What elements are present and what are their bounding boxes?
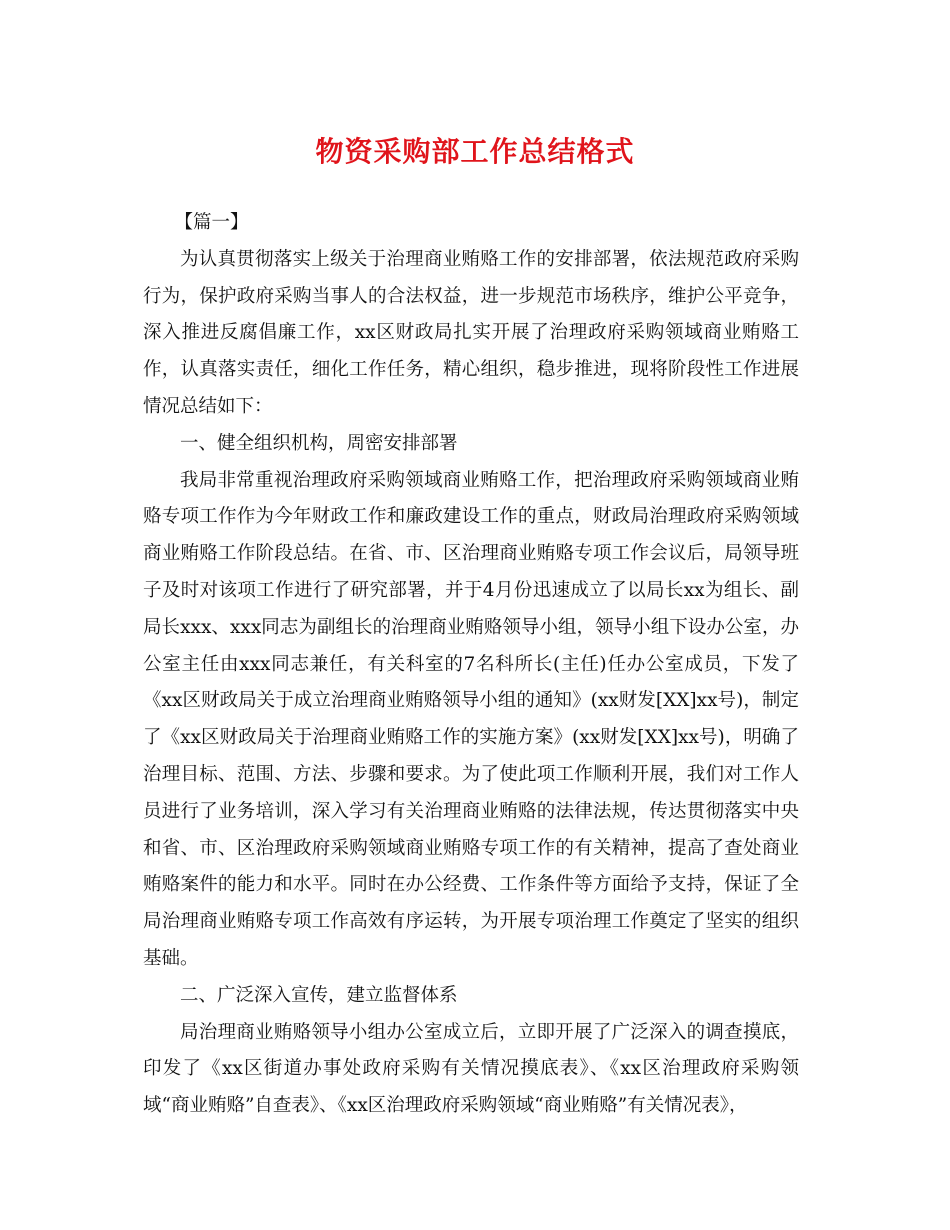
section-1-paragraph: 我局非常重视治理政府采购领域商业贿赂工作，把治理政府采购领域商业贿赂专项工作作为今年财政工作和廉政建设工作的重点，财政局治理政府采购领域商业贿赂工作阶段总结。在省、市、区治理商业贿赂专项工作会议后，局领导班子及时对该项工作进行了研究部署，并于4月份迅速成立了以局长xx为组长、副局长xxx、xxx同志为副组长的治理商业贿赂领导小组，领导小组下设办公室，办公室主任由xxx同志兼任，有关科室的7名科所长(主任)任办公室成员，下发了《xx区财政局关于成立治理商业贿赂领导小组的通知》(xx财发[XX]xx号)，制定了《xx区财政局关于治理商业贿赂工作的实施方案》(xx财发[XX]xx号)，明确了治理目标、范围、方法、步骤和要求。为了使此项工作顺利开展，我们对工作人员进行了业务培训，深入学习有关治理商业贿赂的法律法规，传达贯彻落实中央和省、市、区治理政府采购领域商业贿赂专项工作的有关精神，提高了查处商业贿赂案件的能力和水平。同时在办公经费、工作条件等方面给予支持，保证了全局治理商业贿赂专项工作高效有序运转，为开展专项治理工作奠定了坚实的组织基础。	[143, 469, 799, 969]
intro-paragraph: 为认真贯彻落实上级关于治理商业贿赂工作的安排部署，依法规范政府采购行为，保护政府采购当事人的合法权益，进一步规范市场秩序，维护公平竞争，深入推进反腐倡廉工作，xx区财政局扎实开展了治理政府采购领域商业贿赂工作，认真落实责任，细化工作任务，精心组织，稳步推进，现将阶段性工作进展情况总结如下：	[143, 248, 799, 417]
section-marker: 【篇一】	[174, 212, 249, 233]
section-2-paragraph: 局治理商业贿赂领导小组办公室成立后，立即开展了广泛深入的调查摸底，印发了《xx区街道办事处政府采购有关情况摸底表》、《xx区治理政府采购领域“商业贿赂”自查表》、《xx区治理政府采购领域“商业贿赂”有关情况表》，	[143, 1021, 799, 1117]
section-heading-1: 一、健全组织机构，周密安排部署	[180, 432, 458, 454]
section-heading-2: 二、广泛深入宣传，建立监督体系	[180, 984, 458, 1006]
document-title: 物资采购部工作总结格式	[315, 135, 635, 168]
document-body	[143, 205, 799, 1125]
